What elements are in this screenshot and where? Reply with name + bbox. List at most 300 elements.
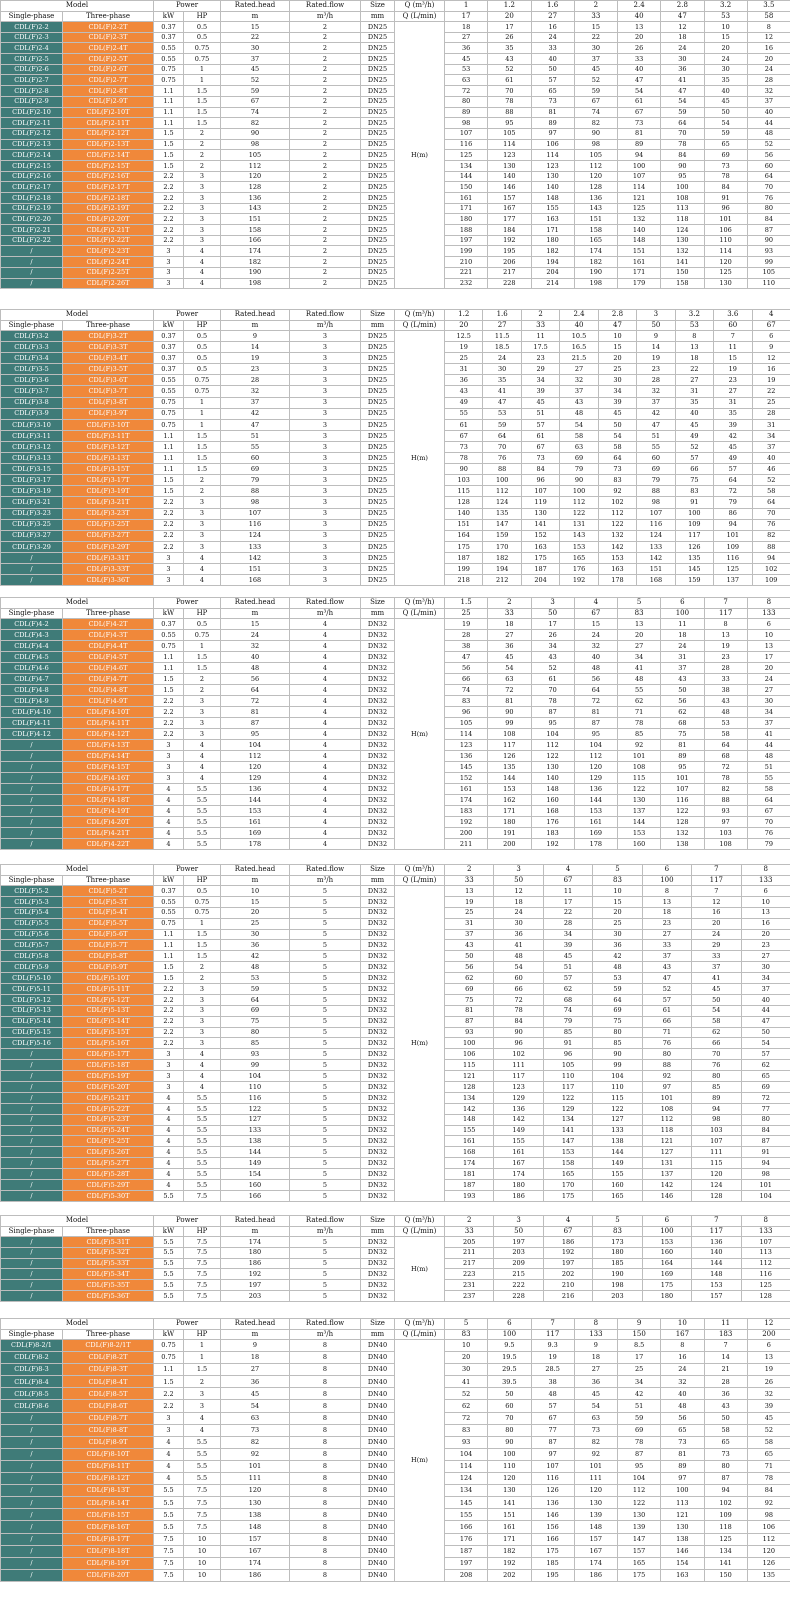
head-value: 67 <box>445 430 483 441</box>
three-phase-model: CDL(F)8-7T <box>63 1412 154 1424</box>
head-value: 145 <box>675 563 713 574</box>
head-value: 124 <box>445 1473 488 1485</box>
header-head-unit: m <box>221 1329 290 1340</box>
head-value: 125 <box>704 267 747 278</box>
head-value: 122 <box>593 1103 642 1114</box>
head-value: 9 <box>574 1340 617 1352</box>
rated-flow: 8 <box>290 1557 361 1569</box>
head-value: 24 <box>661 43 704 54</box>
head-value: 36 <box>661 64 704 75</box>
head-value: 101 <box>618 751 661 762</box>
head-value: 130 <box>704 278 747 289</box>
head-value: 61 <box>445 419 483 430</box>
pipe-size: DN25 <box>361 386 395 397</box>
head-value: 52 <box>642 984 691 995</box>
head-value: 21 <box>704 1364 747 1376</box>
head-value: 47 <box>642 973 691 984</box>
header-row <box>1 1319 790 1330</box>
head-value: 186 <box>494 1190 543 1201</box>
power-hp: 4 <box>184 773 221 784</box>
head-value: 55 <box>747 773 790 784</box>
header-single-phase: Single-phase <box>1 320 63 331</box>
rated-flow: 2 <box>290 203 361 214</box>
single-phase-model: / <box>1 740 63 751</box>
pipe-size: DN25 <box>361 497 395 508</box>
rated-head: 174 <box>221 1237 290 1248</box>
power-hp: 5.5 <box>184 784 221 795</box>
rated-flow: 2 <box>290 214 361 225</box>
rated-flow: 8 <box>290 1521 361 1533</box>
head-value: 12 <box>692 896 741 907</box>
head-value: 62 <box>618 696 661 707</box>
power-hp: 0.75 <box>184 54 221 65</box>
head-value: 19 <box>714 364 752 375</box>
three-phase-model: CDL(F)5-7T <box>63 940 154 951</box>
power-kw: 4 <box>154 806 184 817</box>
single-phase-model: / <box>1 1060 63 1071</box>
pipe-size: DN25 <box>361 331 395 342</box>
power-kw: 1.1 <box>154 453 184 464</box>
head-value: 78 <box>618 1436 661 1448</box>
three-phase-model: CDL(F)8-5T <box>63 1388 154 1400</box>
rated-flow: 2 <box>290 193 361 204</box>
head-value: 10 <box>445 1340 488 1352</box>
head-value: 101 <box>714 530 752 541</box>
head-value: 27 <box>741 951 790 962</box>
single-phase-model: / <box>1 1460 63 1472</box>
head-value: 36 <box>488 641 531 652</box>
single-phase-model: CDL(F)2-3 <box>1 32 63 43</box>
three-phase-model: CDL(F)2-12T <box>63 128 154 139</box>
rated-head: 120 <box>221 762 290 773</box>
head-value: 100 <box>661 182 704 193</box>
header-size: Size <box>361 1 395 12</box>
head-value: 130 <box>618 795 661 806</box>
rated-head: 52 <box>221 75 290 86</box>
head-value: 50 <box>531 64 574 75</box>
head-value: 20 <box>741 929 790 940</box>
single-phase-model: CDL(F)4-7 <box>1 674 63 685</box>
head-value: 48 <box>704 707 747 718</box>
pipe-size: DN25 <box>361 408 395 419</box>
head-value: 19 <box>747 1364 790 1376</box>
three-phase-model: CDL(F)2-8T <box>63 86 154 97</box>
rated-head: 53 <box>221 973 290 984</box>
power-kw: 1.1 <box>154 86 184 97</box>
three-phase-model: CDL(F)5-9T <box>63 962 154 973</box>
head-value: 48 <box>661 1400 704 1412</box>
flow-m3h-value: 10 <box>661 1319 704 1330</box>
power-kw: 7.5 <box>154 1545 184 1557</box>
head-value: 156 <box>531 1521 574 1533</box>
header-power: Power <box>154 1319 221 1330</box>
pipe-size: DN25 <box>361 75 395 86</box>
rated-flow: 8 <box>290 1460 361 1472</box>
flow-m3h-value: 1 <box>445 1 488 12</box>
head-value: 65 <box>531 86 574 97</box>
three-phase-model: CDL(F)5-6T <box>63 929 154 940</box>
three-phase-model: CDL(F)4-7T <box>63 674 154 685</box>
rated-head: 166 <box>221 1190 290 1201</box>
head-value: 19 <box>445 896 494 907</box>
performance-table <box>0 1215 790 1302</box>
head-value: 182 <box>488 1545 531 1557</box>
power-kw: 2.2 <box>154 497 184 508</box>
head-value: 48 <box>531 1388 574 1400</box>
rated-flow: 8 <box>290 1340 361 1352</box>
three-phase-model: CDL(F)2-23T <box>63 246 154 257</box>
header-single-phase: Single-phase <box>1 1329 63 1340</box>
power-hp: 3 <box>184 182 221 193</box>
head-value: 197 <box>543 1258 592 1269</box>
head-value: 61 <box>618 96 661 107</box>
single-phase-model: / <box>1 1180 63 1191</box>
head-value: 48 <box>747 128 790 139</box>
head-value: 123 <box>494 1082 543 1093</box>
head-value: 151 <box>445 519 483 530</box>
header-hp: HP <box>184 608 221 619</box>
rated-head: 37 <box>221 54 290 65</box>
head-value: 104 <box>593 1071 642 1082</box>
single-phase-model: CDL(F)2-19 <box>1 203 63 214</box>
head-value: 153 <box>618 828 661 839</box>
pipe-size: DN32 <box>361 817 395 828</box>
head-value: 178 <box>574 839 617 850</box>
three-phase-model: CDL(F)4-2T <box>63 619 154 630</box>
three-phase-model: CDL(F)2-24T <box>63 257 154 268</box>
pipe-size: DN32 <box>361 1290 395 1301</box>
rated-flow: 5 <box>290 1005 361 1016</box>
power-hp: 2 <box>184 486 221 497</box>
power-kw: 0.55 <box>154 386 184 397</box>
head-value: 57 <box>531 1400 574 1412</box>
head-value: 10 <box>704 22 747 33</box>
single-phase-model: CDL(F)3-17 <box>1 475 63 486</box>
header-kw: kW <box>154 11 184 22</box>
header-rated-head: Rated.head <box>221 865 290 876</box>
head-value: 104 <box>531 729 574 740</box>
power-kw: 7.5 <box>154 1569 184 1581</box>
head-value: 141 <box>488 1497 531 1509</box>
head-value: 90 <box>494 1027 543 1038</box>
rated-flow: 5 <box>290 918 361 929</box>
single-phase-model: / <box>1 1082 63 1093</box>
head-value: 148 <box>531 193 574 204</box>
head-value: 43 <box>642 962 691 973</box>
pipe-size: DN25 <box>361 375 395 386</box>
rated-flow: 5 <box>290 951 361 962</box>
head-value: 162 <box>488 795 531 806</box>
rated-head: 59 <box>221 984 290 995</box>
head-value: 90 <box>747 235 790 246</box>
rated-head: 122 <box>221 1103 290 1114</box>
head-value: 184 <box>488 225 531 236</box>
power-kw: 4 <box>154 817 184 828</box>
pipe-size: DN25 <box>361 193 395 204</box>
rated-head: 10 <box>221 886 290 897</box>
pipe-size: DN40 <box>361 1533 395 1545</box>
table-row <box>1 22 790 33</box>
rated-flow: 5 <box>290 1092 361 1103</box>
power-hp: 1.5 <box>184 441 221 452</box>
head-value: 204 <box>531 267 574 278</box>
power-kw: 5.5 <box>154 1280 184 1291</box>
power-kw: 5.5 <box>154 1485 184 1497</box>
single-phase-model: CDL(F)2-8 <box>1 86 63 97</box>
pipe-size: DN32 <box>361 619 395 630</box>
head-value: 141 <box>521 519 559 530</box>
head-value: 195 <box>531 1569 574 1581</box>
power-hp: 1.5 <box>184 663 221 674</box>
three-phase-model: CDL(F)4-22T <box>63 839 154 850</box>
head-value: 103 <box>445 475 483 486</box>
head-value: 22 <box>574 32 617 43</box>
rated-flow: 2 <box>290 54 361 65</box>
head-value: 98 <box>741 1169 790 1180</box>
head-value: 20 <box>598 353 636 364</box>
head-value: 98 <box>637 497 675 508</box>
head-value: 158 <box>661 278 704 289</box>
rated-head: 37 <box>221 397 290 408</box>
head-value: 175 <box>445 541 483 552</box>
head-value: 153 <box>560 541 598 552</box>
head-value: 109 <box>704 1509 747 1521</box>
single-phase-model: CDL(F)2-21 <box>1 225 63 236</box>
single-phase-model: CDL(F)2-5 <box>1 54 63 65</box>
head-value: 47 <box>445 652 488 663</box>
head-value: 39 <box>543 940 592 951</box>
rated-flow: 2 <box>290 150 361 161</box>
three-phase-model: CDL(F)2-3T <box>63 32 154 43</box>
head-value: 204 <box>521 575 559 586</box>
head-value: 212 <box>483 575 521 586</box>
three-phase-model: CDL(F)4-18T <box>63 795 154 806</box>
head-value: 52 <box>531 663 574 674</box>
power-hp: 5.5 <box>184 1136 221 1147</box>
three-phase-model: CDL(F)2-17T <box>63 182 154 193</box>
head-value: 144 <box>593 1147 642 1158</box>
head-value: 198 <box>574 278 617 289</box>
three-phase-model: CDL(F)3-4T <box>63 353 154 364</box>
flow-m3h-value: 4 <box>574 598 617 609</box>
head-value: 232 <box>445 278 488 289</box>
head-value: 17 <box>531 619 574 630</box>
header-kw: kW <box>154 875 184 886</box>
header-hp: HP <box>184 320 221 331</box>
power-kw: 3 <box>154 575 184 586</box>
flow-m3h-value: 3 <box>637 310 675 321</box>
head-value: 31 <box>714 397 752 408</box>
head-value: 115 <box>445 1060 494 1071</box>
three-phase-model: CDL(F)8-16T <box>63 1521 154 1533</box>
head-value: 114 <box>445 729 488 740</box>
head-value: 147 <box>483 519 521 530</box>
head-value: 200 <box>445 828 488 839</box>
three-phase-model: CDL(F)5-12T <box>63 994 154 1005</box>
head-value: 132 <box>661 246 704 257</box>
head-value: 191 <box>488 828 531 839</box>
head-value: 30 <box>747 696 790 707</box>
head-value: 87 <box>531 1436 574 1448</box>
pipe-size: DN25 <box>361 54 395 65</box>
rated-head: 151 <box>221 214 290 225</box>
head-value: 90 <box>488 707 531 718</box>
flow-lmin-value: 133 <box>741 875 790 886</box>
power-kw: 0.37 <box>154 342 184 353</box>
head-value: 142 <box>642 1180 691 1191</box>
head-value: 13 <box>675 342 713 353</box>
rated-flow: 5 <box>290 1147 361 1158</box>
flow-lmin-value: 133 <box>574 1329 617 1340</box>
head-value: 112 <box>747 1533 790 1545</box>
rated-head: 42 <box>221 951 290 962</box>
pipe-size: DN40 <box>361 1485 395 1497</box>
rated-flow: 4 <box>290 674 361 685</box>
power-hp: 5.5 <box>184 1180 221 1191</box>
head-value: 163 <box>531 214 574 225</box>
head-value: 36 <box>574 1376 617 1388</box>
power-kw: 3 <box>154 257 184 268</box>
single-phase-model: CDL(F)2-6 <box>1 64 63 75</box>
head-value: 56 <box>661 696 704 707</box>
flow-m3h-value: 3 <box>531 598 574 609</box>
flow-lmin-value: 27 <box>531 11 574 22</box>
flow-lmin-value: 33 <box>445 1226 494 1237</box>
rated-flow: 2 <box>290 267 361 278</box>
three-phase-model: CDL(F)5-34T <box>63 1269 154 1280</box>
power-hp: 0.5 <box>184 331 221 342</box>
rated-head: 128 <box>221 182 290 193</box>
head-value: 93 <box>747 246 790 257</box>
power-hp: 1.5 <box>184 929 221 940</box>
three-phase-model: CDL(F)5-15T <box>63 1027 154 1038</box>
header-q-m3h: Q (m³/h) <box>395 1319 445 1330</box>
head-value: 78 <box>531 696 574 707</box>
pipe-size: DN32 <box>361 1190 395 1201</box>
power-hp: 0.5 <box>184 353 221 364</box>
header-q-m3h: Q (m³/h) <box>395 1216 445 1227</box>
pipe-size: DN25 <box>361 96 395 107</box>
head-value: 20 <box>747 663 790 674</box>
head-value: 56 <box>574 674 617 685</box>
rated-flow: 3 <box>290 375 361 386</box>
head-value: 20 <box>445 1352 488 1364</box>
single-phase-model: CDL(F)3-25 <box>1 519 63 530</box>
head-value: 116 <box>741 1269 790 1280</box>
single-phase-model: CDL(F)5-7 <box>1 940 63 951</box>
power-hp: 3 <box>184 1016 221 1027</box>
power-hp: 5.5 <box>184 1114 221 1125</box>
head-value: 169 <box>574 828 617 839</box>
head-value: 128 <box>741 1290 790 1301</box>
head-value: 63 <box>488 674 531 685</box>
rated-head: 15 <box>221 22 290 33</box>
head-value: 74 <box>574 107 617 118</box>
single-phase-model: CDL(F)8-3 <box>1 1364 63 1376</box>
head-value: 58 <box>560 430 598 441</box>
head-value: 125 <box>618 203 661 214</box>
three-phase-model: CDL(F)5-8T <box>63 951 154 962</box>
power-hp: 2 <box>184 674 221 685</box>
head-value: 91 <box>675 497 713 508</box>
head-value: 140 <box>531 182 574 193</box>
head-value: 40 <box>704 86 747 97</box>
head-value: 202 <box>488 1569 531 1581</box>
rated-head: 133 <box>221 1125 290 1136</box>
flow-lmin-value: 117 <box>692 875 741 886</box>
head-value: 134 <box>445 1485 488 1497</box>
head-value: 72 <box>704 762 747 773</box>
rated-head: 55 <box>221 441 290 452</box>
rated-head: 90 <box>221 128 290 139</box>
flow-m3h-value: 2.8 <box>598 310 636 321</box>
head-value: 97 <box>661 1473 704 1485</box>
power-hp: 3 <box>184 696 221 707</box>
head-value: 9 <box>752 342 790 353</box>
pipe-size: DN32 <box>361 663 395 674</box>
flow-m3h-value: 7 <box>692 1216 741 1227</box>
head-value: 105 <box>747 267 790 278</box>
power-kw: 3 <box>154 1060 184 1071</box>
power-kw: 0.37 <box>154 353 184 364</box>
pipe-size: DN32 <box>361 674 395 685</box>
flow-lmin-value: 100 <box>642 1226 691 1237</box>
head-value: 100 <box>445 1038 494 1049</box>
power-hp: 3 <box>184 984 221 995</box>
single-phase-model: CDL(F)8-5 <box>1 1388 63 1400</box>
flow-lmin-value: 67 <box>752 320 790 331</box>
head-value: 19 <box>752 375 790 386</box>
power-hp: 4 <box>184 1082 221 1093</box>
flow-m3h-value: 6 <box>642 865 691 876</box>
single-phase-model: CDL(F)3-5 <box>1 364 63 375</box>
head-value: 199 <box>445 563 483 574</box>
head-value: 107 <box>531 1460 574 1472</box>
head-value: 203 <box>494 1247 543 1258</box>
head-value: 36 <box>593 940 642 951</box>
power-kw: 0.37 <box>154 331 184 342</box>
head-value: 163 <box>521 541 559 552</box>
pipe-size: DN40 <box>361 1557 395 1569</box>
head-value: 180 <box>445 214 488 225</box>
single-phase-model: CDL(F)3-6 <box>1 375 63 386</box>
head-value: 210 <box>543 1280 592 1291</box>
flow-m3h-value: 2 <box>574 1 617 12</box>
rated-flow: 3 <box>290 441 361 452</box>
head-value: 59 <box>593 984 642 995</box>
head-value: 171 <box>488 806 531 817</box>
rated-head: 203 <box>221 1290 290 1301</box>
head-value: 153 <box>692 1280 741 1291</box>
single-phase-model: / <box>1 1158 63 1169</box>
three-phase-model: CDL(F)5-24T <box>63 1125 154 1136</box>
head-value: 94 <box>741 1158 790 1169</box>
head-value: 51 <box>543 962 592 973</box>
single-phase-model: / <box>1 1103 63 1114</box>
power-kw: 4 <box>154 1473 184 1485</box>
head-value: 23 <box>714 375 752 386</box>
power-hp: 3 <box>184 1027 221 1038</box>
head-value: 60 <box>488 1400 531 1412</box>
three-phase-model: CDL(F)3-8T <box>63 397 154 408</box>
power-hp: 2 <box>184 962 221 973</box>
pipe-size: DN25 <box>361 225 395 236</box>
single-phase-model: / <box>1 563 63 574</box>
pipe-size: DN25 <box>361 203 395 214</box>
pipe-size: DN25 <box>361 86 395 97</box>
head-value: 57 <box>714 464 752 475</box>
single-phase-model: / <box>1 828 63 839</box>
